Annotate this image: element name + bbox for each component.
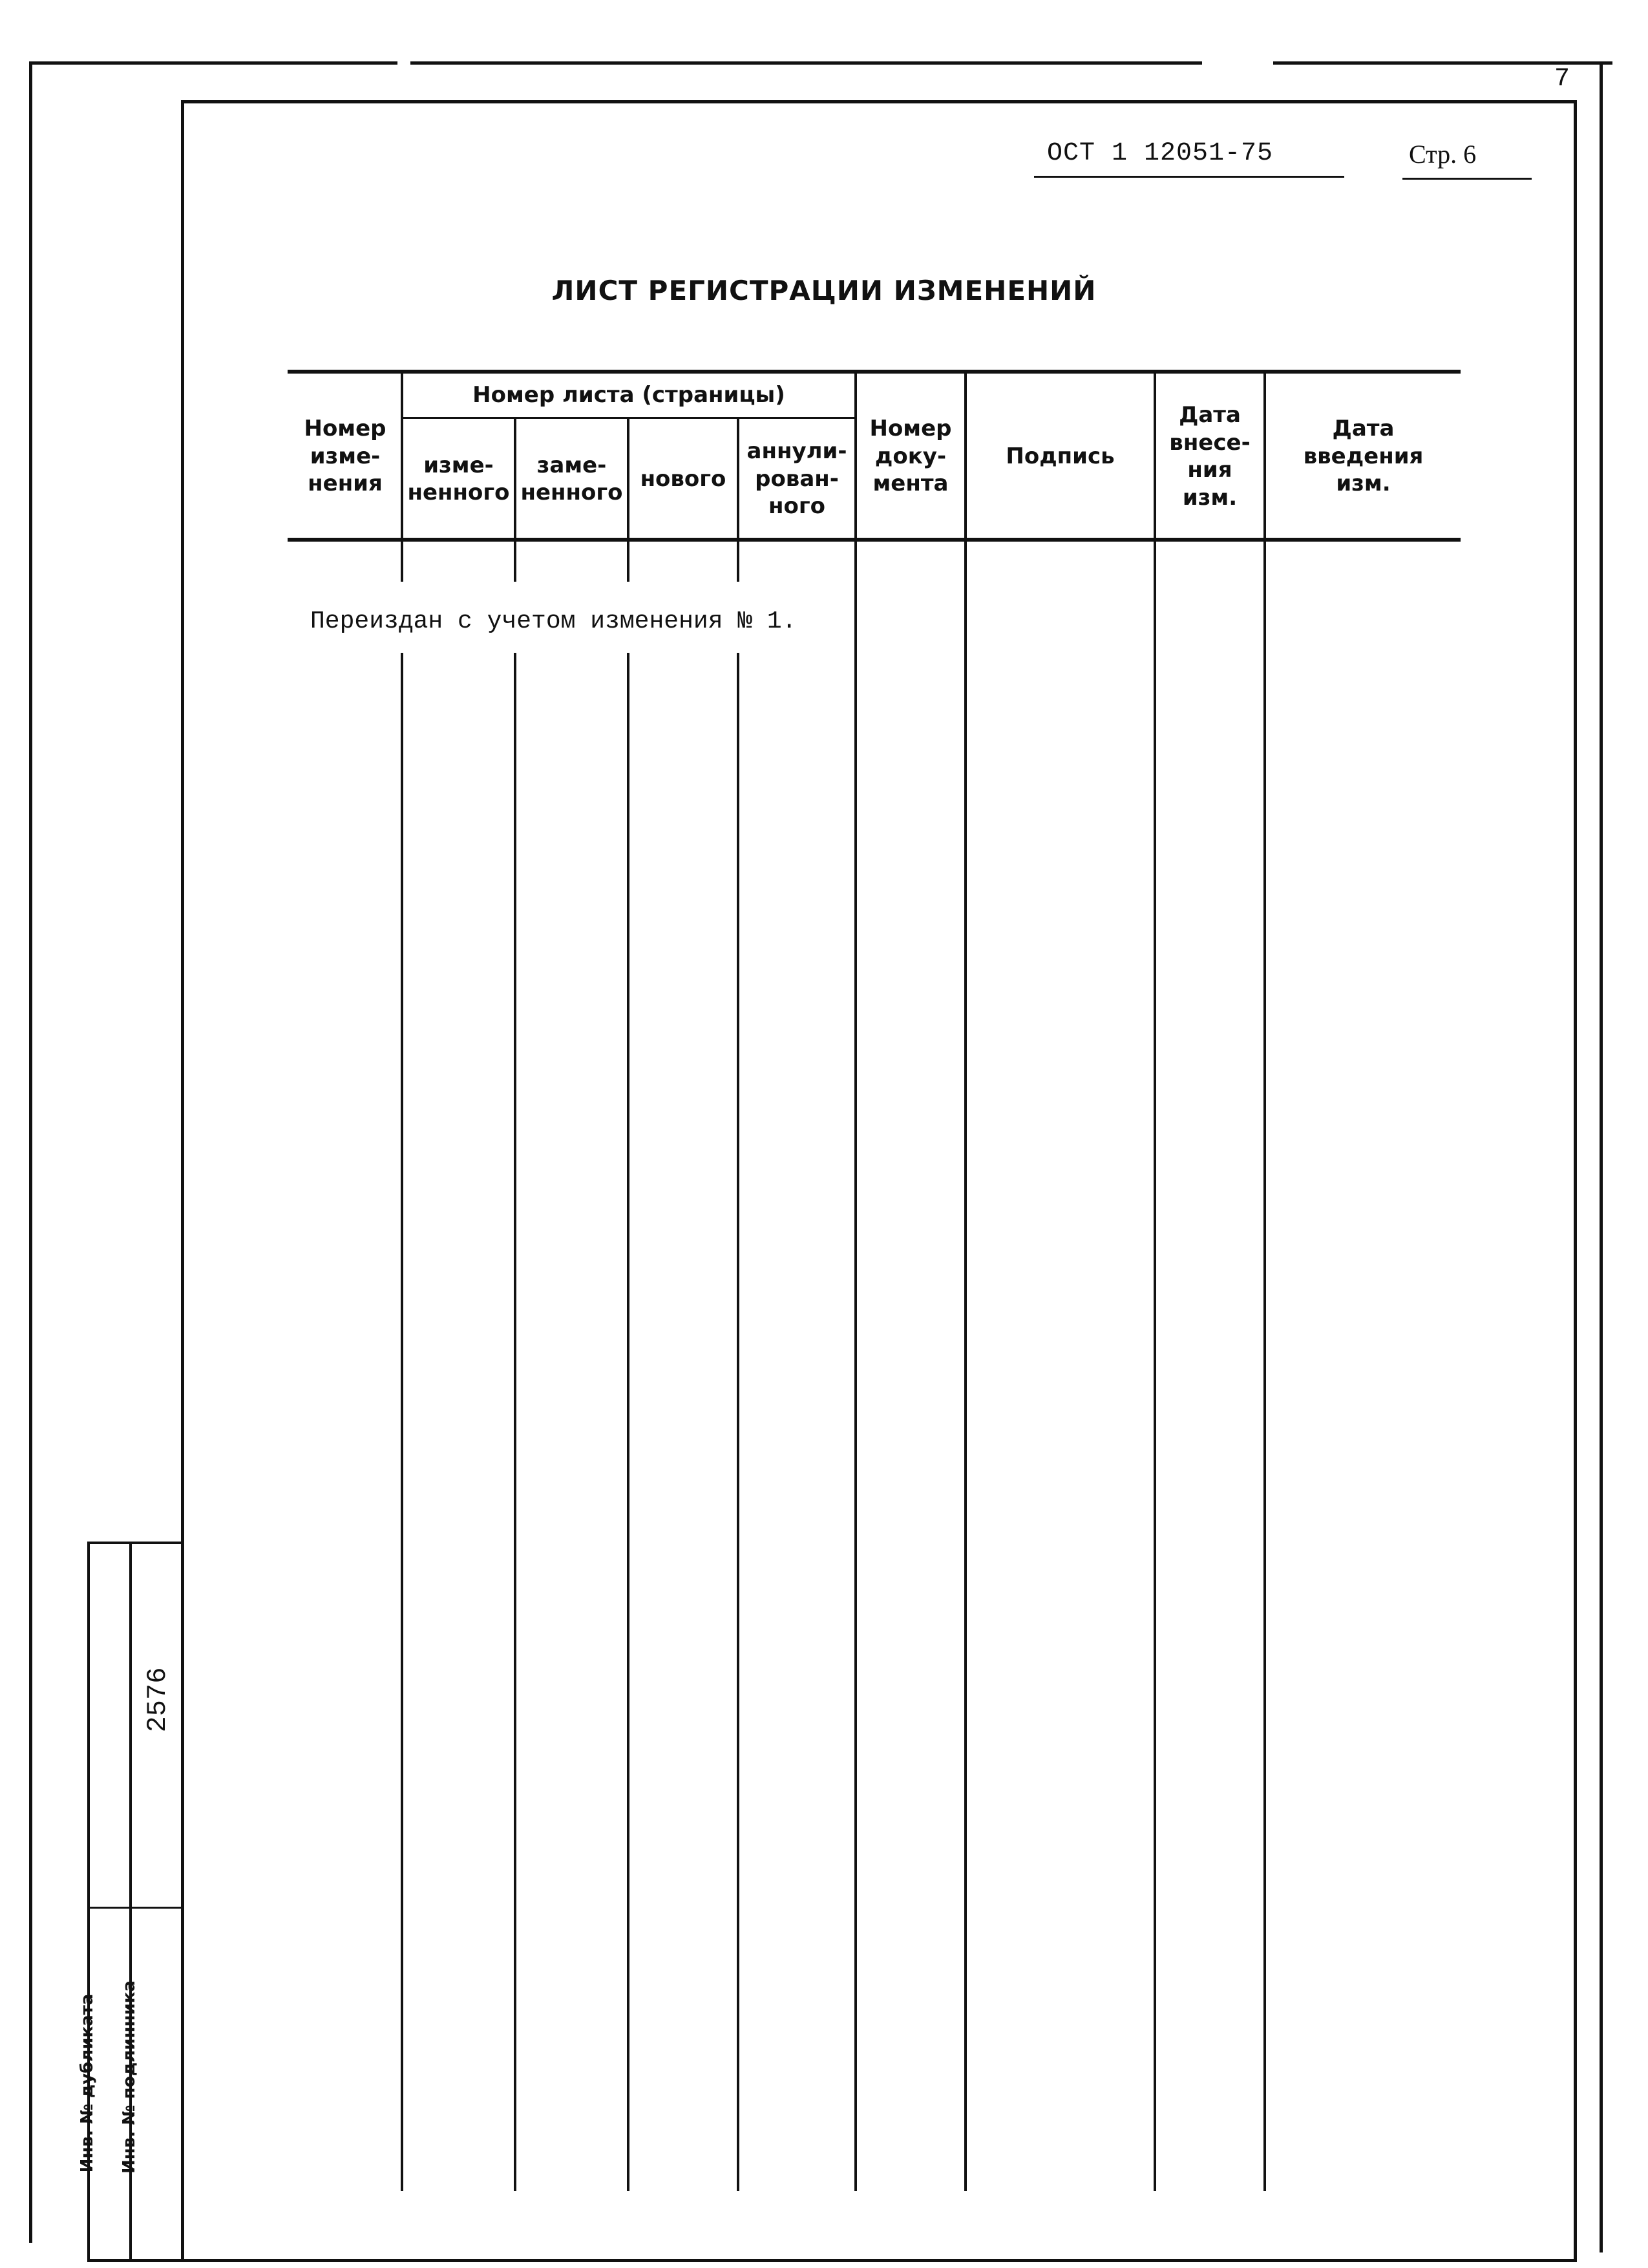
inner-frame-left: [181, 100, 184, 2262]
header-effective-date: Дата введения изм.: [1303, 416, 1424, 497]
header-document-number: Номер доку- мента: [869, 416, 952, 497]
left-border: [29, 61, 32, 2243]
body-col-line: [737, 542, 739, 582]
body-col-line: [1263, 542, 1266, 2191]
body-col-line: [401, 542, 403, 582]
stamp-duplicate-label: Инв. № дубликата: [78, 1993, 97, 2173]
header-bottom-rule: [288, 538, 1461, 542]
body-col-line: [627, 653, 629, 2191]
page-label-underline: [1402, 178, 1532, 180]
inner-frame-bottom: [87, 2259, 1577, 2262]
header-change-number: Номер изме- нения: [304, 416, 386, 497]
header-entry-date: Дата внесе- ния изм.: [1169, 402, 1251, 511]
header-sheet-group: Номер листа (страницы): [472, 381, 785, 408]
body-col-line: [964, 542, 967, 2191]
body-col-line: [1154, 542, 1156, 2191]
body-col-line: [737, 653, 739, 2191]
body-col-line: [627, 542, 629, 582]
body-col-line: [854, 542, 857, 2191]
header-replaced: заме- ненного: [520, 452, 623, 505]
page-title: ЛИСТ РЕГИСТРАЦИИ ИЗМЕНЕНИЙ: [551, 275, 1097, 306]
reissue-note: Переиздан с учетом изменения № 1.: [310, 608, 797, 635]
document-code: ОСТ 1 12051-75: [1047, 139, 1274, 168]
header-changed: изме- ненного: [407, 452, 510, 505]
top-border-segment: [29, 61, 397, 65]
body-col-line: [514, 542, 516, 582]
inner-frame-top: [181, 100, 1577, 103]
sheet-number: 7: [1554, 65, 1570, 94]
header-annulled: аннули- рован- ного: [746, 438, 847, 520]
top-border-segment: [410, 61, 1202, 65]
header-signature: Подпись: [1006, 443, 1115, 469]
body-col-line: [401, 653, 403, 2191]
stamp-row-divider: [87, 1907, 181, 1909]
doc-code-underline: [1034, 176, 1344, 178]
stamp-original-value: 2576: [142, 1667, 173, 1733]
stamp-top: [87, 1542, 181, 1544]
inner-frame-right: [1574, 100, 1577, 2262]
stamp-original-label: Инв. № подлинника: [120, 1980, 139, 2174]
header-new: нового: [640, 465, 726, 492]
right-outer-border: [1600, 61, 1603, 2252]
page-label: Стр. 6: [1409, 140, 1477, 169]
body-col-line: [514, 653, 516, 2191]
